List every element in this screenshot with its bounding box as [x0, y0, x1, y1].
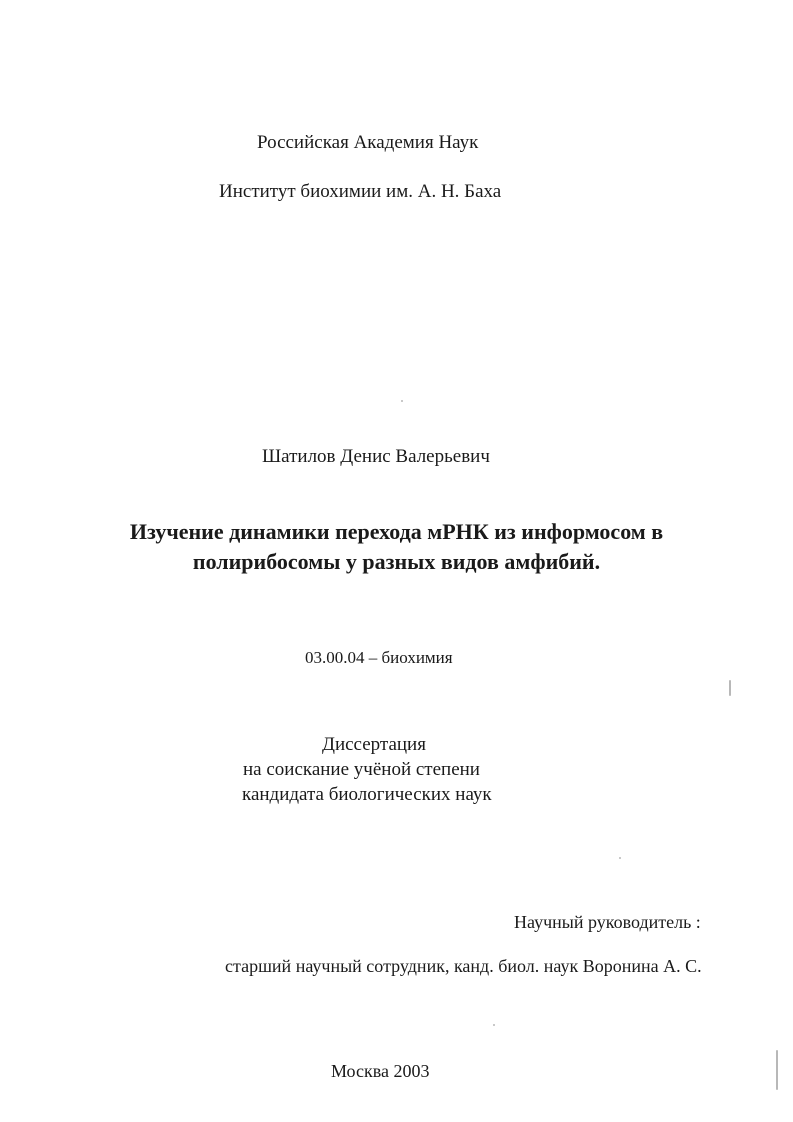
- title-line-1: Изучение динамики перехода мРНК из информосом в: [129, 519, 664, 544]
- dissertation-title: [0, 517, 793, 577]
- scan-speck: [729, 680, 731, 696]
- city-year: Москва 2003: [331, 1061, 430, 1081]
- scan-speck: [776, 1050, 778, 1090]
- degree-line-2: на соискание учёной степени: [243, 759, 480, 780]
- supervisor-name: старший научный сотрудник, канд. биол. наук Воронина А. С.: [225, 956, 702, 976]
- academy-name: Российская Академия Наук: [257, 132, 479, 153]
- scan-speck: [619, 857, 621, 859]
- author-name: Шатилов Денис Валерьевич: [262, 446, 490, 467]
- institute-name: Институт биохимии им. А. Н. Баха: [219, 181, 502, 202]
- degree-line-1: Диссертация: [322, 734, 426, 755]
- scan-speck: [401, 400, 403, 402]
- degree-line-3: кандидата биологических наук: [242, 784, 492, 805]
- specialty-code: 03.00.04 – биохимия: [305, 648, 453, 667]
- scan-speck: [493, 1024, 495, 1026]
- title-line-2: полирибосомы у разных видов амфибий.: [192, 549, 601, 574]
- supervisor-label: Научный руководитель :: [514, 912, 701, 932]
